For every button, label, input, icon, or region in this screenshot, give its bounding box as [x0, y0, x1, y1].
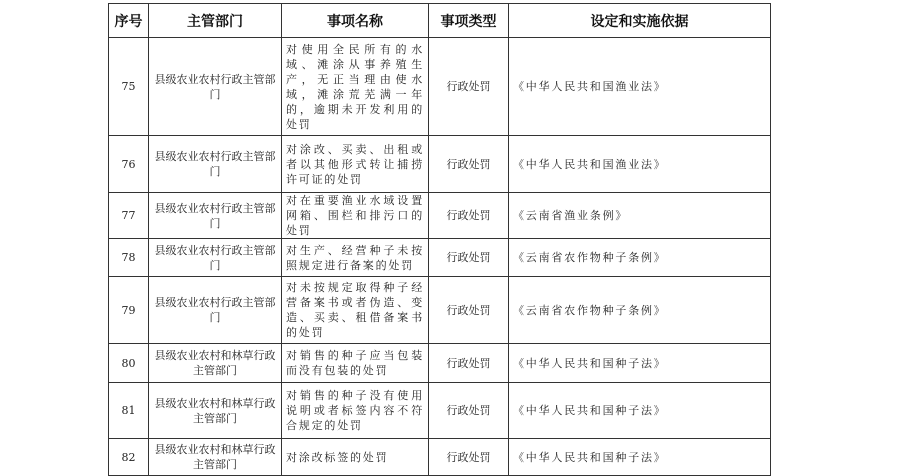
row-department: 县级农业农村和林草行政主管部门 — [149, 439, 282, 476]
row-item-name: 对生产、经营种子未按照规定进行备案的处罚 — [282, 239, 429, 277]
header-serial-number: 序号 — [109, 4, 149, 38]
row-number: 82 — [109, 439, 149, 476]
table-row — [109, 193, 771, 239]
row-department: 县级农业农村行政主管部门 — [149, 136, 282, 193]
row-legal-basis: 《中华人民共和国渔业法》 — [509, 38, 771, 136]
row-number: 75 — [109, 38, 149, 136]
row-item-name: 对销售的种子应当包装而没有包装的处罚 — [282, 344, 429, 383]
row-legal-basis: 《云南省农作物种子条例》 — [509, 277, 771, 344]
table-row — [109, 439, 771, 476]
header-item-type: 事项类型 — [429, 4, 509, 38]
row-number: 81 — [109, 383, 149, 439]
row-department: 县级农业农村行政主管部门 — [149, 38, 282, 136]
row-number: 79 — [109, 277, 149, 344]
header-department: 主管部门 — [149, 4, 282, 38]
row-item-type: 行政处罚 — [429, 344, 509, 383]
row-department: 县级农业农村行政主管部门 — [149, 239, 282, 277]
row-legal-basis: 《中华人民共和国渔业法》 — [509, 136, 771, 193]
table-row — [109, 344, 771, 383]
row-legal-basis: 《云南省农作物种子条例》 — [509, 239, 771, 277]
row-department: 县级农业农村行政主管部门 — [149, 193, 282, 239]
row-item-type: 行政处罚 — [429, 136, 509, 193]
penalty-items-table — [108, 3, 771, 476]
row-item-type: 行政处罚 — [429, 193, 509, 239]
row-item-type: 行政处罚 — [429, 239, 509, 277]
row-item-name: 对涂改、买卖、出租或者以其他形式转让捕捞许可证的处罚 — [282, 136, 429, 193]
row-department: 县级农业农村和林草行政主管部门 — [149, 344, 282, 383]
row-number: 80 — [109, 344, 149, 383]
row-item-name: 对在重要渔业水域设置网箱、围栏和排污口的处罚 — [282, 193, 429, 239]
row-department: 县级农业农村和林草行政主管部门 — [149, 383, 282, 439]
row-legal-basis: 《云南省渔业条例》 — [509, 193, 771, 239]
row-legal-basis: 《中华人民共和国种子法》 — [509, 383, 771, 439]
row-item-name: 对未按规定取得种子经营备案书或者伪造、变造、买卖、租借备案书的处罚 — [282, 277, 429, 344]
table-row — [109, 383, 771, 439]
row-item-type: 行政处罚 — [429, 439, 509, 476]
table-row — [109, 136, 771, 193]
row-item-type: 行政处罚 — [429, 277, 509, 344]
row-item-type: 行政处罚 — [429, 38, 509, 136]
table-row — [109, 38, 771, 136]
header-legal-basis: 设定和实施依据 — [509, 4, 771, 38]
table-row — [109, 277, 771, 344]
row-item-name: 对销售的种子没有使用说明或者标签内容不符合规定的处罚 — [282, 383, 429, 439]
row-number: 77 — [109, 193, 149, 239]
row-department: 县级农业农村行政主管部门 — [149, 277, 282, 344]
row-legal-basis: 《中华人民共和国种子法》 — [509, 344, 771, 383]
table-row — [109, 239, 771, 277]
row-legal-basis: 《中华人民共和国种子法》 — [509, 439, 771, 476]
header-item-name: 事项名称 — [282, 4, 429, 38]
document-page — [108, 3, 770, 471]
row-item-type: 行政处罚 — [429, 383, 509, 439]
row-number: 78 — [109, 239, 149, 277]
table-header-row — [109, 4, 771, 38]
row-item-name: 对使用全民所有的水域、滩涂从事养殖生产，无正当理由使水域，滩涂荒芜满一年的，逾期未开发利用的处罚 — [282, 38, 429, 136]
row-number: 76 — [109, 136, 149, 193]
row-item-name: 对涂改标签的处罚 — [282, 439, 429, 476]
